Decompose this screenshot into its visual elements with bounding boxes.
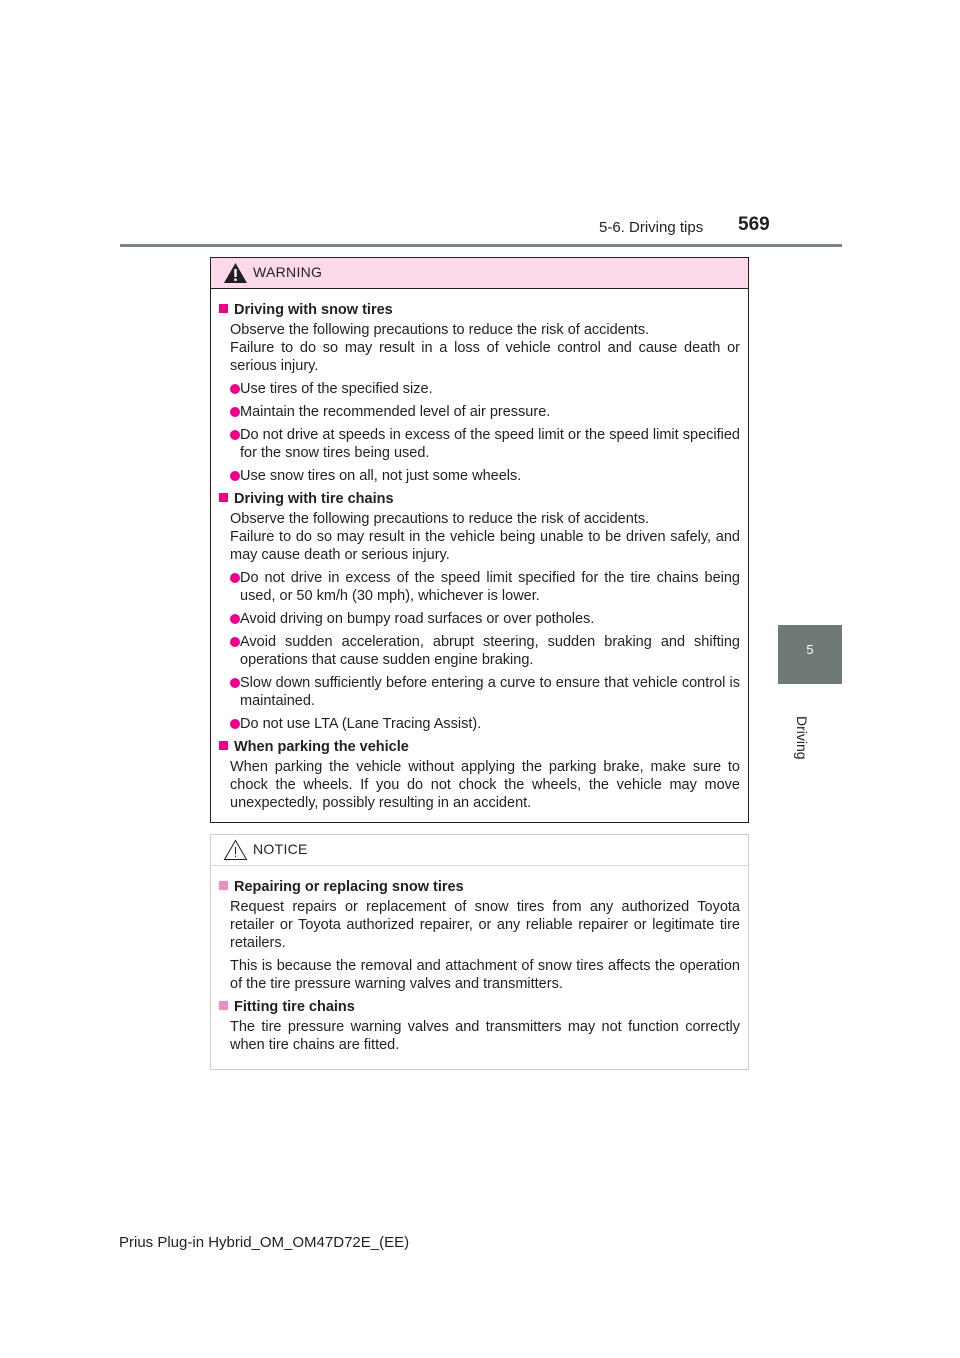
list-item: Maintain the recommended level of air pressure.: [219, 403, 740, 421]
paragraph: This is because the removal and attachment of snow tires affects the operation of the tire pressure warning valves and transmitters.: [230, 958, 740, 992]
square-bullet-icon: [219, 741, 228, 750]
circle-bullet-icon: [230, 430, 240, 440]
section-heading: Fitting tire chains: [219, 998, 740, 1016]
caution-triangle-icon: [223, 839, 248, 861]
circle-bullet-icon: [230, 471, 240, 481]
circle-bullet-icon: [230, 678, 240, 688]
paragraph: Request repairs or replacement of snow tires from any authorized Toyota retailer or Toyota authorized repairer, or any reliable repairer or legitimate tire retailers.: [230, 899, 740, 951]
notice-header: [211, 835, 748, 866]
paragraph: Failure to do so may result in the vehicle being unable to be driven safely, and may cause death or serious injury.: [230, 529, 740, 563]
notice-title: NOTICE: [253, 841, 308, 857]
header-section-title: 5-6. Driving tips: [599, 219, 704, 236]
list-item: Slow down sufficiently before entering a curve to ensure that vehicle control is maintained.: [219, 674, 740, 710]
list-item: Do not drive at speeds in excess of the speed limit or the speed limit specified for the snow tires being used.: [219, 426, 740, 462]
warning-box: [210, 257, 749, 823]
circle-bullet-icon: [230, 384, 240, 394]
warning-triangle-icon: [223, 262, 248, 284]
list-item: Use snow tires on all, not just some wheels.: [219, 467, 740, 485]
warning-section-tire-chains: [219, 490, 740, 733]
circle-bullet-icon: [230, 637, 240, 647]
paragraph: Observe the following precautions to reduce the risk of accidents.: [230, 322, 650, 338]
warning-header: [211, 258, 748, 289]
square-bullet-icon: [219, 1001, 228, 1010]
chapter-number: 5: [806, 642, 814, 657]
notice-section-tire-chains: [219, 998, 740, 1054]
warning-section-snow-tires: [219, 301, 740, 485]
circle-bullet-icon: [230, 614, 240, 624]
list-item: Avoid driving on bumpy road surfaces or over potholes.: [219, 610, 740, 628]
warning-title: WARNING: [253, 264, 323, 280]
warning-section-parking: [219, 738, 740, 812]
list-item: Avoid sudden acceleration, abrupt steering, sudden braking and shifting operations that cause sudden engine braking.: [219, 633, 740, 669]
square-bullet-icon: [219, 493, 228, 502]
notice-section-snow-tires: [219, 878, 740, 993]
warning-body: [211, 289, 748, 812]
footer-document-id: Prius Plug-in Hybrid_OM_OM47D72E_(EE): [119, 1234, 410, 1251]
paragraph: Observe the following precautions to reduce the risk of accidents.: [230, 511, 650, 527]
chapter-tab: [778, 625, 842, 684]
list-item: Do not drive in excess of the speed limit specified for the tire chains being used, or 50 km/h (30 mph), whichever is lower.: [219, 569, 740, 605]
paragraph: The tire pressure warning valves and transmitters may not function correctly when tire chains are fitted.: [230, 1019, 740, 1053]
circle-bullet-icon: [230, 573, 240, 583]
section-heading: Repairing or replacing snow tires: [219, 878, 740, 896]
paragraph: Failure to do so may result in a loss of vehicle control and cause death or serious injury.: [230, 340, 740, 374]
square-bullet-icon: [219, 881, 228, 890]
section-heading: Driving with snow tires: [219, 301, 740, 319]
list-item: Do not use LTA (Lane Tracing Assist).: [219, 715, 740, 733]
list-item: Use tires of the specified size.: [219, 380, 740, 398]
paragraph: When parking the vehicle without applying the parking brake, make sure to chock the wheels. If you do not chock the wheels, the vehicle may move unexpectedly, possibly resulting in an accident.: [230, 759, 740, 811]
square-bullet-icon: [219, 304, 228, 313]
header-rule: [120, 244, 842, 247]
section-heading: When parking the vehicle: [219, 738, 740, 756]
circle-bullet-icon: [230, 719, 240, 729]
page-number: 569: [738, 214, 770, 235]
notice-body: [211, 866, 748, 1054]
notice-box: [210, 834, 749, 1070]
section-heading: Driving with tire chains: [219, 490, 740, 508]
chapter-label: Driving: [794, 716, 810, 760]
circle-bullet-icon: [230, 407, 240, 417]
